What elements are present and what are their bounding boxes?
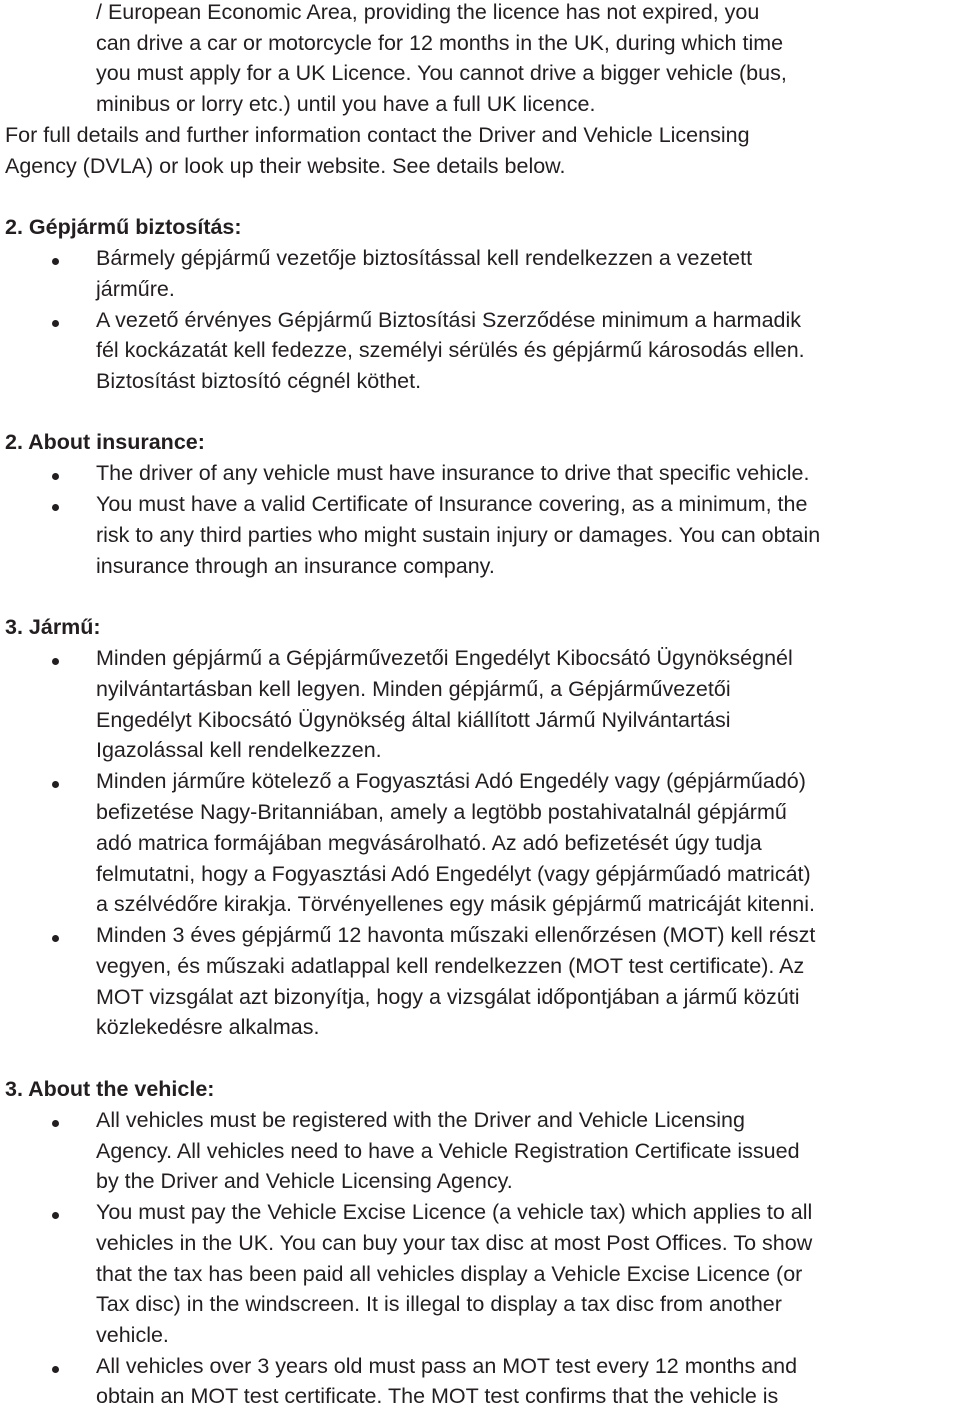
bullet-icon bbox=[52, 1212, 59, 1219]
list-item-line: fél kockázatát kell fedezze, személyi sérülés és gépjármű károsodás ellen. bbox=[96, 338, 805, 362]
list-item-line: Igazolással kell rendelkezzen. bbox=[96, 738, 382, 762]
intro-line: minibus or lorry etc.) until you have a full UK licence. bbox=[96, 92, 596, 116]
list-item-line: All vehicles over 3 years old must pass an MOT test every 12 months and bbox=[96, 1354, 798, 1378]
list-item-line: nyilvántartásban kell legyen. Minden gépjármű, a Gépjárművezetői bbox=[96, 677, 731, 701]
list-item-line: obtain an MOT test certificate. The MOT test confirms that the vehicle is bbox=[96, 1384, 779, 1408]
list-item-line: befizetése Nagy-Britanniában, amely a legtöbb postahivatalnál gépjármű bbox=[96, 800, 787, 824]
section-heading: 2. About insurance: bbox=[5, 430, 205, 454]
list-item-line: Engedélyt Kibocsátó Ügynökség által kiállított Jármű Nyilvántartási bbox=[96, 708, 731, 732]
bullet-icon bbox=[52, 504, 59, 511]
list-item-line: The driver of any vehicle must have insurance to drive that specific vehicle. bbox=[96, 461, 810, 485]
list-item-line: that the tax has been paid all vehicles display a Vehicle Excise Licence (or bbox=[96, 1262, 803, 1286]
list-item-line: felmutatni, hogy a Fogyasztási Adó Engedélyt (vagy gépjárműadó matricát) bbox=[96, 862, 811, 886]
bullet-icon bbox=[52, 1366, 59, 1373]
list-item-line: Tax disc) in the windscreen. It is illegal to display a tax disc from another bbox=[96, 1292, 782, 1316]
list-item-line: közlekedésre alkalmas. bbox=[96, 1015, 320, 1039]
list-item-line: Agency. All vehicles need to have a Vehicle Registration Certificate issued bbox=[96, 1139, 800, 1163]
bullet-icon bbox=[52, 258, 59, 265]
list-item-line: a szélvédőre kirakja. Törvényellenes egy másik gépjármű matricáját kitenni. bbox=[96, 892, 815, 916]
list-item-line: MOT vizsgálat azt bizonyítja, hogy a vizsgálat időpontjában a jármű közúti bbox=[96, 985, 800, 1009]
list-item-line: vehicles in the UK. You can buy your tax disc at most Post Offices. To show bbox=[96, 1231, 813, 1255]
list-item-line: You must pay the Vehicle Excise Licence (a vehicle tax) which applies to all bbox=[96, 1200, 813, 1224]
section-heading: 3. About the vehicle: bbox=[5, 1077, 215, 1101]
list-item-line: by the Driver and Vehicle Licensing Agency. bbox=[96, 1169, 513, 1193]
list-item-line: Minden gépjármű a Gépjárművezetői Engedélyt Kibocsátó Ügynökségnél bbox=[96, 646, 793, 670]
list-item-line: vegyen, és műszaki adatlappal kell rendelkezzen (MOT test certificate). Az bbox=[96, 954, 805, 978]
bullet-icon bbox=[52, 473, 59, 480]
info-line: For full details and further information contact the Driver and Vehicle Licensing bbox=[5, 123, 750, 147]
section-heading: 2. Gépjármű biztosítás: bbox=[5, 215, 242, 239]
list-item-line: Minden járműre kötelező a Fogyasztási Adó Engedély vagy (gépjárműadó) bbox=[96, 769, 806, 793]
intro-line: you must apply for a UK Licence. You cannot drive a bigger vehicle (bus, bbox=[96, 61, 787, 85]
list-item-line: adó matrica formájában megvásárolható. Az adó befizetését úgy tudja bbox=[96, 831, 762, 855]
bullet-icon bbox=[52, 935, 59, 942]
list-item-line: You must have a valid Certificate of Insurance covering, as a minimum, the bbox=[96, 492, 808, 516]
intro-line: can drive a car or motorcycle for 12 months in the UK, during which time bbox=[96, 31, 784, 55]
intro-line: / European Economic Area, providing the licence has not expired, you bbox=[96, 0, 760, 24]
list-item-line: risk to any third parties who might sustain injury or damages. You can obtain bbox=[96, 523, 821, 547]
bullet-icon bbox=[52, 781, 59, 788]
section-heading: 3. Jármű: bbox=[5, 615, 101, 639]
list-item-line: Bármely gépjármű vezetője biztosítással kell rendelkezzen a vezetett bbox=[96, 246, 753, 270]
list-item-line: insurance through an insurance company. bbox=[96, 554, 495, 578]
bullet-icon bbox=[52, 1120, 59, 1127]
list-item-line: Biztosítást biztosító cégnél köthet. bbox=[96, 369, 422, 393]
info-line: Agency (DVLA) or look up their website. See details below. bbox=[5, 154, 566, 178]
list-item-line: A vezető érvényes Gépjármű Biztosítási Szerződése minimum a harmadik bbox=[96, 308, 802, 332]
bullet-icon bbox=[52, 320, 59, 327]
list-item-line: vehicle. bbox=[96, 1323, 169, 1347]
list-item-line: All vehicles must be registered with the Driver and Vehicle Licensing bbox=[96, 1108, 745, 1132]
bullet-icon bbox=[52, 658, 59, 665]
list-item-line: járműre. bbox=[96, 277, 175, 301]
list-item-line: Minden 3 éves gépjármű 12 havonta műszaki ellenőrzésen (MOT) kell részt bbox=[96, 923, 816, 947]
